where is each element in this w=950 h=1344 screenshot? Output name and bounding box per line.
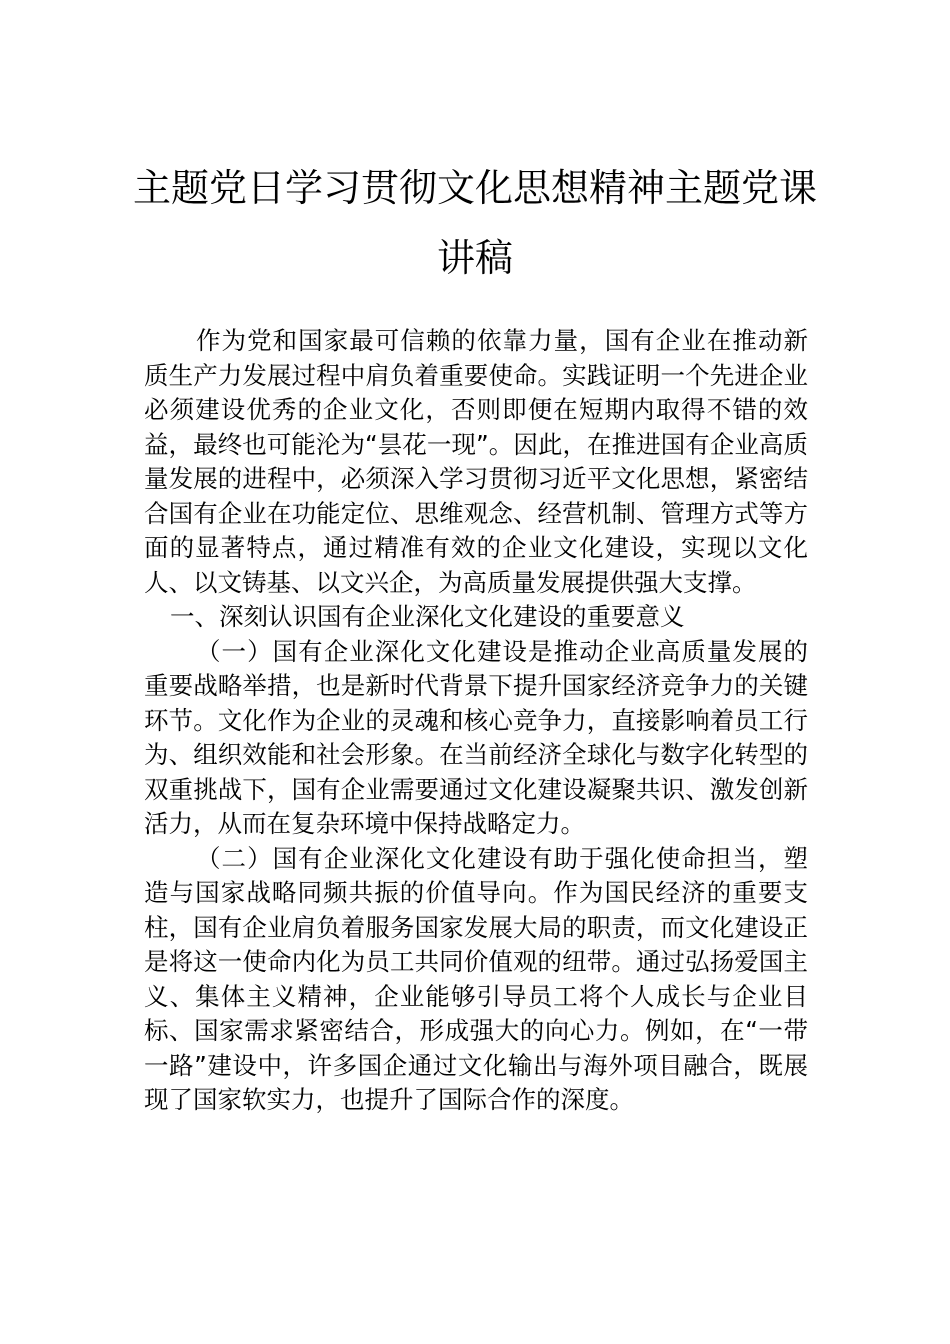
intro-paragraph: 作为党和国家最可信赖的依靠力量，国有企业在推动新质生产力发展过程中肩负着重要使命。实践证明一个先进企业必须建设优秀的企业文化，否则即便在短期内取得不错的效益，最终也可能沦为“昙花一现”。因此，在推进国有企业高质量发展的进程中，必须深入学习贯彻习近平文化思想，紧密结合国有企业在功能定位、思维观念、经营机制、管理方式等方面的显著特点，通过精准有效的企业文化建设，实现以文化人、以文铸基、以文兴企，为高质量发展提供强大支撑。 bbox=[144, 326, 808, 597]
section-heading-1: 一、深刻认识国有企业深化文化建设的重要意义 bbox=[170, 602, 685, 631]
document-title-line-1: 主题党日学习贯彻文化思想精神主题党课 bbox=[132, 166, 817, 210]
document-title-line-2: 讲稿 bbox=[436, 236, 513, 280]
subsection-paragraph-1: （一）国有企业深化文化建设是推动企业高质量发展的重要战略举措，也是新时代背景下提升国家经济竞争力的关键环节。文化作为企业的灵魂和核心竞争力，直接影响着员工行为、组织效能和社会形象。在当前经济全球化与数字化转型的双重挑战下，国有企业需要通过文化建设凝聚共识、激发创新活力，从而在复杂环境中保持战略定力。 bbox=[144, 636, 808, 838]
subsection-paragraph-2: （二）国有企业深化文化建设有助于强化使命担当，塑造与国家战略同频共振的价值导向。作为国民经济的重要支柱，国有企业肩负着服务国家发展大局的职责，而文化建设正是将这一使命内化为员工共同价值观的纽带。通过弘扬爱国主义、集体主义精神，企业能够引导员工将个人成长与企业目标、国家需求紧密结合，形成强大的向心力。例如，在“一带一路”建设中，许多国企通过文化输出与海外项目融合，既展现了国家软实力，也提升了国际合作的深度。 bbox=[144, 843, 808, 1114]
document-body bbox=[144, 324, 808, 1118]
